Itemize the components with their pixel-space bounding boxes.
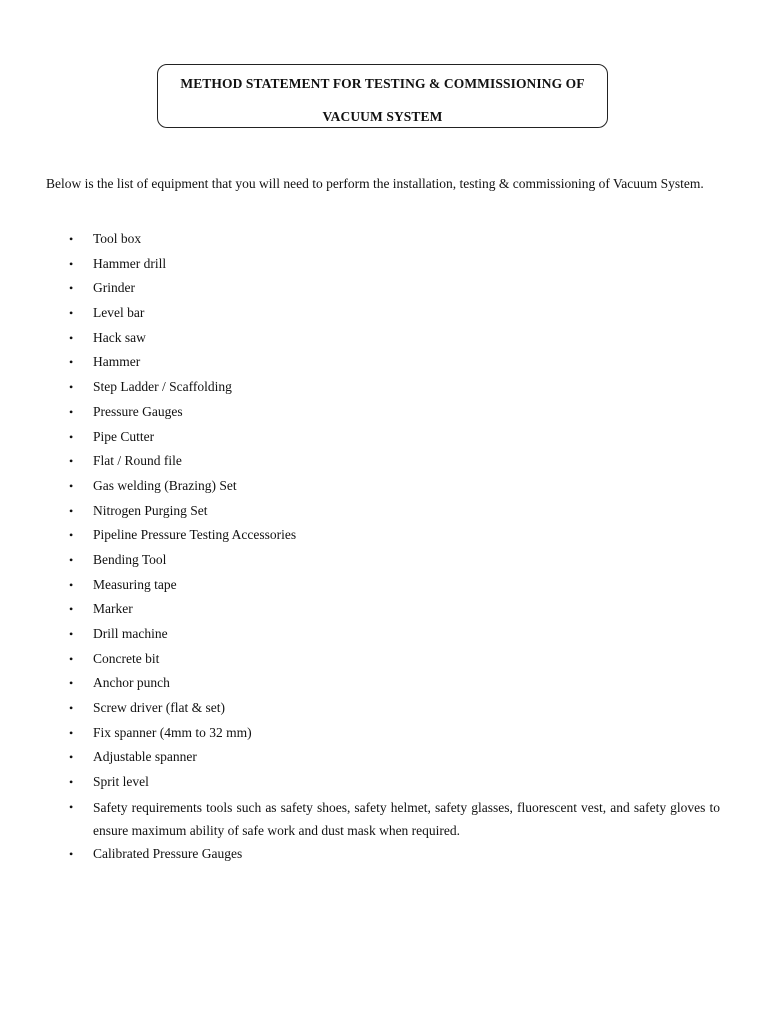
bullet-icon: • — [69, 281, 74, 296]
bullet-icon: • — [69, 355, 74, 370]
list-item — [0, 376, 768, 401]
list-item — [0, 549, 768, 574]
list-item — [0, 746, 768, 771]
list-item-text: Drill machine — [93, 626, 168, 641]
list-item — [0, 771, 768, 796]
list-item-text: Pipe Cutter — [93, 428, 155, 444]
bullet-icon: • — [69, 577, 74, 592]
list-item — [0, 574, 768, 599]
document-title-line-1: METHOD STATEMENT FOR TESTING & COMMISSIONING OF — [180, 76, 585, 91]
bullet-icon: • — [69, 306, 74, 321]
list-item-text: Pressure Gauges — [93, 403, 183, 419]
list-item-text: Hammer — [93, 354, 141, 370]
bullet-icon: • — [69, 725, 74, 740]
list-item — [0, 500, 768, 525]
list-item — [0, 253, 768, 278]
bullet-icon: • — [69, 799, 74, 814]
document-title-line-2: VACUUM SYSTEM — [322, 109, 443, 124]
bullet-icon: • — [69, 676, 74, 691]
list-item-text: Adjustable spanner — [93, 749, 197, 765]
list-item — [0, 351, 768, 376]
list-item — [0, 401, 768, 426]
list-item — [0, 302, 768, 327]
equipment-list — [0, 228, 768, 868]
list-item-text: Flat / Round file — [93, 453, 182, 469]
list-item — [0, 623, 768, 648]
bullet-icon: • — [69, 846, 74, 861]
list-item — [0, 426, 768, 451]
list-item — [0, 648, 768, 673]
list-item — [0, 843, 768, 868]
bullet-icon: • — [69, 503, 74, 518]
list-item-text: Measuring tape — [93, 576, 177, 592]
list-item-text: Nitrogen Purging Set — [93, 502, 208, 518]
intro-paragraph: Below is the list of equipment that you will need to perform the installation, testing & commissioning of Vacuum System. — [46, 176, 704, 191]
list-item — [0, 327, 768, 352]
bullet-icon: • — [69, 552, 74, 567]
bullet-icon: • — [69, 602, 74, 617]
list-item — [0, 228, 768, 253]
bullet-icon: • — [69, 701, 74, 716]
list-item-text: Sprit level — [93, 774, 149, 790]
list-item-text: Anchor punch — [93, 675, 170, 691]
list-item-text: Pipeline Pressure Testing Accessories — [93, 527, 297, 543]
list-item-text: Hack saw — [93, 329, 146, 345]
document-title-box — [157, 64, 608, 128]
list-item-text: Hammer drill — [93, 255, 167, 271]
bullet-icon: • — [69, 775, 74, 790]
list-item — [0, 524, 768, 549]
list-item — [0, 796, 768, 843]
bullet-icon: • — [69, 232, 74, 246]
list-item-text: Fix spanner (4mm to 32 mm) — [93, 724, 252, 740]
list-item-text: Bending Tool — [93, 551, 167, 567]
bullet-icon: • — [69, 330, 74, 345]
list-item-text: Grinder — [93, 280, 135, 296]
list-item-text: Tool box — [93, 231, 142, 246]
bullet-icon: • — [69, 256, 74, 271]
bullet-icon: • — [69, 627, 74, 641]
bullet-icon: • — [69, 478, 74, 493]
list-item-text: Step Ladder / Scaffolding — [93, 379, 232, 395]
list-item-text: Calibrated Pressure Gauges — [93, 845, 243, 861]
bullet-icon: • — [69, 651, 74, 666]
bullet-icon: • — [69, 404, 74, 419]
bullet-icon: • — [69, 380, 74, 395]
bullet-icon: • — [69, 528, 74, 543]
bullet-icon: • — [69, 454, 74, 469]
list-item-text: Screw driver (flat & set) — [93, 700, 225, 716]
list-item-text: Level bar — [93, 305, 145, 321]
bullet-icon: • — [69, 750, 74, 765]
list-item — [0, 672, 768, 697]
list-item-text: Safety requirements tools such as safety shoes, safety helmet, safety glasses, fluorescent vest, and safety gloves to ensure maximum ability of safe work and dust mask when required. — [93, 799, 720, 838]
list-item-text: Concrete bit — [93, 650, 160, 666]
list-item — [0, 598, 768, 623]
list-item — [0, 722, 768, 747]
list-item-text: Marker — [93, 601, 133, 617]
list-item — [0, 277, 768, 302]
list-item — [0, 697, 768, 722]
bullet-icon: • — [69, 429, 74, 444]
list-item — [0, 475, 768, 500]
list-item — [0, 450, 768, 475]
list-item-text: Gas welding (Brazing) Set — [93, 477, 237, 493]
